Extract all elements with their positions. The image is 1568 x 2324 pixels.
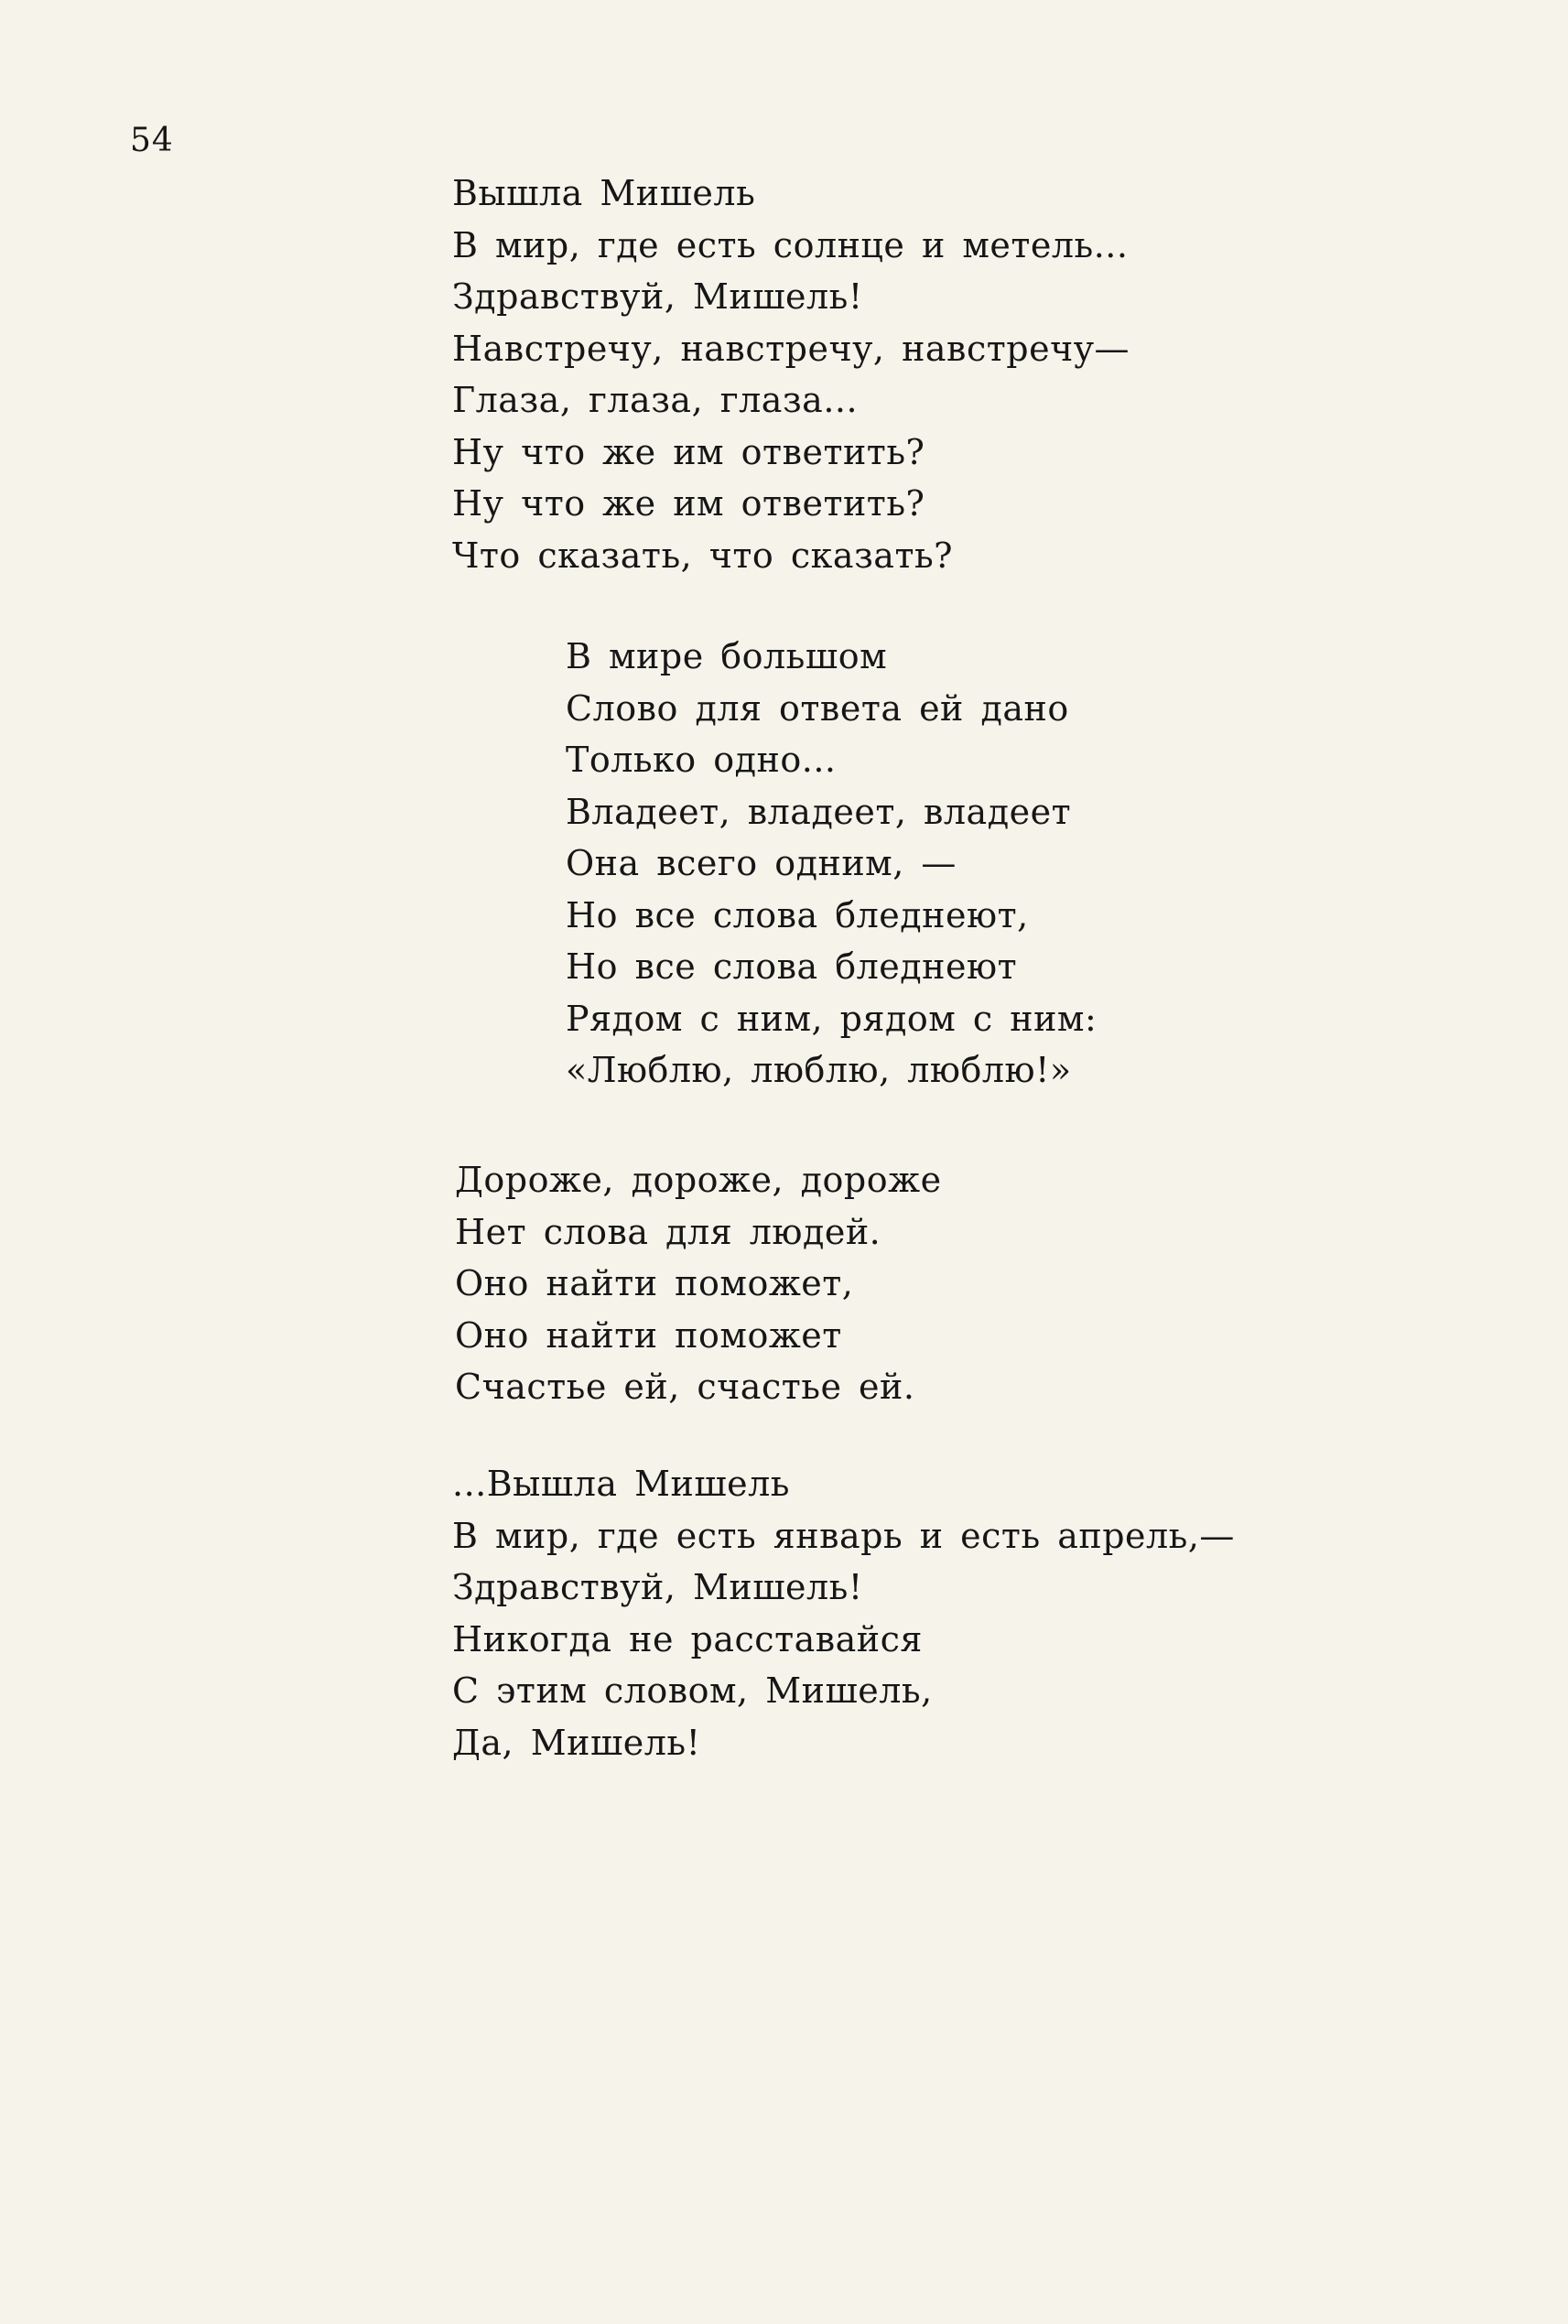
verse-line: «Люблю, люблю, люблю!»: [566, 1050, 1072, 1090]
verse-line: Здравствуй, Мишель!: [452, 1567, 863, 1607]
verse-line: Но все слова бледнеют: [566, 946, 1018, 987]
verse-line: Вышла Мишель: [452, 173, 756, 213]
verse-line: Оно найти поможет,: [455, 1263, 854, 1303]
verse-line: Владеет, владеет, владеет: [566, 791, 1072, 832]
verse-line: В мире большом: [566, 636, 888, 676]
verse-line: Дороже, дороже, дороже: [455, 1160, 942, 1200]
verse-line: Но все слова бледнеют,: [566, 894, 1029, 935]
verse-line: Что сказать, что сказать?: [452, 535, 954, 576]
verse-line: Навстречу, навстречу, навстречу—: [452, 328, 1130, 369]
stanza-3: [455, 1154, 942, 1413]
page-number: 54: [130, 122, 174, 159]
verse-line: Оно найти поможет: [455, 1314, 842, 1356]
verse-line: Ну что же им ответить?: [452, 483, 925, 524]
verse-line: С этим словом, Мишель,: [452, 1670, 933, 1711]
verse-line: Никогда не расставайся: [452, 1618, 923, 1659]
verse-line: В мир, где есть январь и есть апрель,—: [452, 1515, 1235, 1556]
stanza-1: [452, 168, 1130, 581]
verse-line: Она всего одним, —: [566, 843, 957, 883]
verse-line: Нет слова для людей.: [455, 1211, 881, 1252]
verse-line: ...Вышла Мишель: [452, 1464, 790, 1504]
verse-line: Рядом с ним, рядом с ним:: [566, 998, 1098, 1039]
verse-line: Только одно...: [566, 740, 837, 780]
stanza-4: [452, 1458, 1235, 1768]
verse-line: В мир, где есть солнце и метель...: [452, 224, 1129, 265]
verse-line: Ну что же им ответить?: [452, 431, 925, 472]
verse-line: Здравствуй, Мишель!: [452, 276, 863, 317]
stanza-2: [566, 631, 1097, 1097]
verse-line: Счастье ей, счастье ей.: [455, 1367, 915, 1407]
verse-line: Слово для ответа ей дано: [566, 687, 1069, 729]
verse-line: Глаза, глаза, глаза...: [452, 380, 859, 420]
verse-line: Да, Мишель!: [452, 1722, 701, 1763]
